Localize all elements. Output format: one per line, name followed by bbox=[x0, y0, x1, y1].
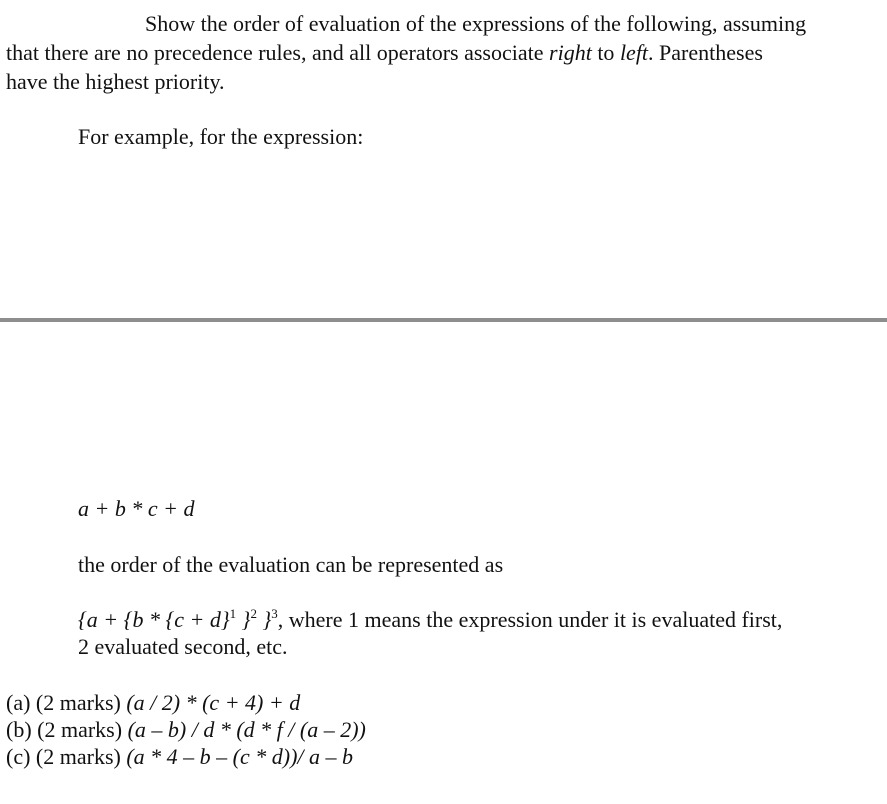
intro-line-3: have the highest priority. bbox=[6, 69, 225, 94]
question-expression: (a * 4 – b – (c * d))/ a – b bbox=[126, 744, 354, 769]
question-a bbox=[6, 689, 300, 717]
example-representation: {$a + \{b * \{c + d\}^1$ }$^2$ }$^3$, where 1 means the expression under it is evaluated first, bbox=[78, 606, 783, 632]
example-expression: a + b * c + d bbox=[78, 496, 195, 521]
page-divider bbox=[0, 318, 887, 322]
question-label: (a) (2 marks) bbox=[6, 690, 127, 715]
emphasis-right: right bbox=[549, 40, 592, 65]
example-intro: For example, for the expression: bbox=[78, 124, 364, 149]
question-b bbox=[6, 716, 366, 744]
representation-expression: {a + {b * {c + d} bbox=[78, 607, 230, 632]
intro-line-1: Show the order of evaluation of the expressions of the following, assuming bbox=[145, 11, 807, 36]
example-represented-text: the order of the evaluation can be represented as bbox=[78, 552, 504, 577]
order-sup-1: 1 bbox=[229, 606, 237, 621]
question-expression: (a / 2) * (c + 4) + d bbox=[126, 690, 301, 715]
intro-line-2: that there are no precedence rules, and all operators associate right to left. Parentheses bbox=[6, 40, 763, 65]
example-representation-line-2: 2 evaluated second, etc. bbox=[78, 634, 288, 659]
question-c bbox=[6, 743, 353, 771]
question-label: (b) (2 marks) bbox=[6, 717, 128, 742]
question-expression: (a – b) / d * (d * f / (a – 2)) bbox=[127, 717, 366, 742]
emphasis-left: left bbox=[619, 40, 649, 65]
order-sup-2: 2 bbox=[250, 606, 257, 621]
order-sup-3: 3 bbox=[271, 606, 278, 621]
question-label: (c) (2 marks) bbox=[6, 744, 127, 769]
